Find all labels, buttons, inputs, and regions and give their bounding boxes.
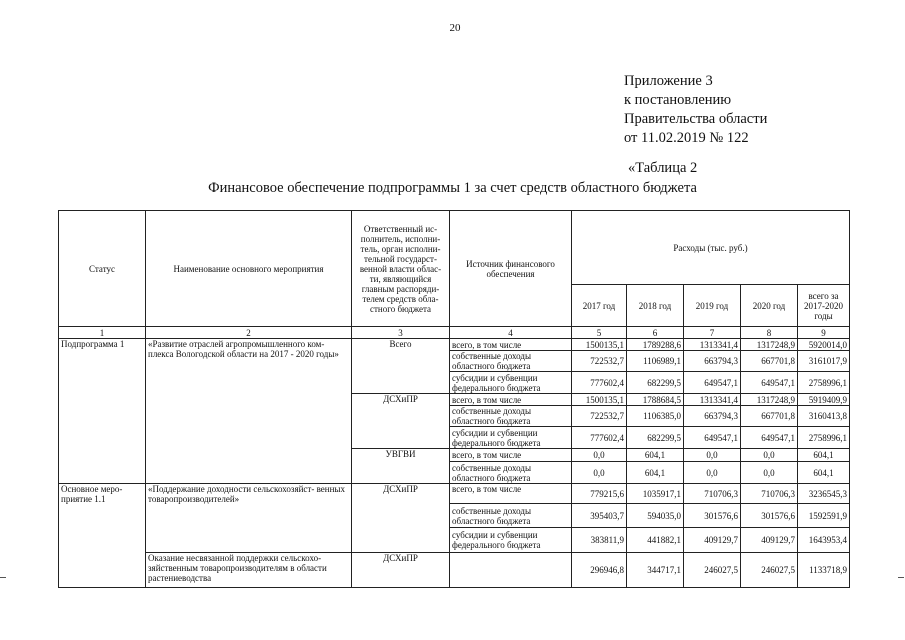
value-cell: 246027,5: [684, 553, 741, 588]
value-cell: 604,1: [798, 462, 850, 484]
value-cell: 409129,7: [684, 528, 741, 553]
appendix-line: к постановлению: [624, 92, 732, 108]
appendix-line: Приложение 3: [624, 73, 713, 89]
value-cell: 604,1: [627, 462, 684, 484]
table-row: [59, 553, 850, 588]
value-cell: 0,0: [741, 449, 798, 462]
value-cell: 1317248,9: [741, 394, 798, 406]
appendix-line: от 11.02.2019 № 122: [624, 130, 749, 146]
value-cell: 0,0: [684, 462, 741, 484]
source-cell: собственные доходы областного бюджета: [450, 504, 572, 528]
value-cell: 1643953,4: [798, 528, 850, 553]
value-cell: 604,1: [798, 449, 850, 462]
table-label: «Таблица 2: [628, 160, 698, 176]
appendix-block: [624, 72, 767, 148]
responsible-cell: ДСХиПР: [352, 553, 450, 588]
value-cell: 649547,1: [684, 427, 741, 449]
value-cell: 1500135,1: [572, 339, 627, 351]
table-row: [59, 339, 850, 351]
value-cell: 2758996,1: [798, 427, 850, 449]
responsible-cell: Всего: [352, 339, 450, 394]
value-cell: 1313341,4: [684, 339, 741, 351]
source-cell: субсидии и субвенции федерального бюджета: [450, 372, 572, 394]
page-number: 20: [449, 22, 461, 34]
value-cell: 301576,6: [684, 504, 741, 528]
header-year: 2017 год: [572, 285, 627, 327]
responsible-cell: ДСХиПР: [352, 394, 450, 449]
header-total: всего за 2017-2020 годы: [798, 285, 850, 327]
value-cell: 3160413,8: [798, 406, 850, 427]
page-edge-mark: [898, 577, 904, 578]
source-cell: субсидии и субвенции федерального бюджета: [450, 528, 572, 553]
measure-name-cell: «Развитие отраслей агропромышленного ком- плекса Вологодской области на 2017 - 2020 годы»: [146, 339, 352, 484]
value-cell: 663794,3: [684, 406, 741, 427]
header-responsible: Ответственный ис- полнитель, исполни- тель, орган исполни- тельной государст- венной власти облас- ти, являющийся главным распоряди- телем средств обла- стного бюджета: [352, 211, 450, 327]
responsible-cell: ДСХиПР: [352, 484, 450, 553]
financing-table: [58, 210, 850, 588]
header-source: Источник финансового обеспечения: [450, 211, 572, 327]
value-cell: 594035,0: [627, 504, 684, 528]
value-cell: 649547,1: [684, 372, 741, 394]
header-name: Наименование основного мероприятия: [146, 211, 352, 327]
value-cell: 667701,8: [741, 351, 798, 372]
value-cell: 1035917,1: [627, 484, 684, 504]
value-cell: 5920014,0: [798, 339, 850, 351]
header-year: 2018 год: [627, 285, 684, 327]
responsible-cell: УВГВИ: [352, 449, 450, 484]
appendix-line: Правительства области: [624, 111, 768, 127]
value-cell: 246027,5: [741, 553, 798, 588]
value-cell: 0,0: [684, 449, 741, 462]
value-cell: 0,0: [572, 449, 627, 462]
value-cell: 1500135,1: [572, 394, 627, 406]
header-status: Статус: [59, 211, 146, 327]
value-cell: 1788684,5: [627, 394, 684, 406]
col-number: 6: [627, 327, 684, 339]
column-number-row: [59, 327, 850, 339]
value-cell: 1106385,0: [627, 406, 684, 427]
value-cell: 1106989,1: [627, 351, 684, 372]
value-cell: 301576,6: [741, 504, 798, 528]
col-number: 3: [352, 327, 450, 339]
value-cell: 1313341,4: [684, 394, 741, 406]
measure-name-cell: «Поддержание доходности сельскохозяйст- венных товаропроизводителей»: [146, 484, 352, 553]
value-cell: 1592591,9: [798, 504, 850, 528]
status-cell: Подпрограмма 1: [59, 339, 146, 484]
value-cell: 2758996,1: [798, 372, 850, 394]
value-cell: 395403,7: [572, 504, 627, 528]
col-number: 2: [146, 327, 352, 339]
source-cell: субсидии и субвенции федерального бюджета: [450, 427, 572, 449]
value-cell: 667701,8: [741, 406, 798, 427]
source-cell: собственные доходы областного бюджета: [450, 351, 572, 372]
value-cell: 682299,5: [627, 372, 684, 394]
value-cell: 0,0: [741, 462, 798, 484]
status-cell: Основное меро- приятие 1.1: [59, 484, 146, 588]
document-title: Финансовое обеспечение подпрограммы 1 за счет средств областного бюджета: [208, 180, 697, 196]
value-cell: 1789288,6: [627, 339, 684, 351]
source-cell: [450, 553, 572, 588]
value-cell: 344717,1: [627, 553, 684, 588]
col-number: 7: [684, 327, 741, 339]
source-cell: собственные доходы областного бюджета: [450, 462, 572, 484]
header-year: 2020 год: [741, 285, 798, 327]
value-cell: 663794,3: [684, 351, 741, 372]
value-cell: 1317248,9: [741, 339, 798, 351]
value-cell: 722532,7: [572, 351, 627, 372]
value-cell: 0,0: [572, 462, 627, 484]
col-number: 5: [572, 327, 627, 339]
value-cell: 710706,3: [741, 484, 798, 504]
value-cell: 3236545,3: [798, 484, 850, 504]
value-cell: 779215,6: [572, 484, 627, 504]
value-cell: 5919409,9: [798, 394, 850, 406]
value-cell: 296946,8: [572, 553, 627, 588]
col-number: 1: [59, 327, 146, 339]
value-cell: 3161017,9: [798, 351, 850, 372]
source-cell: всего, в том числе: [450, 394, 572, 406]
value-cell: 722532,7: [572, 406, 627, 427]
measure-name-cell: Оказание несвязанной поддержки сельскохо- зяйственным товаропроизводителям в области растениеводства: [146, 553, 352, 588]
value-cell: 441882,1: [627, 528, 684, 553]
source-cell: всего, в том числе: [450, 449, 572, 462]
value-cell: 777602,4: [572, 372, 627, 394]
value-cell: 777602,4: [572, 427, 627, 449]
header-year: 2019 год: [684, 285, 741, 327]
value-cell: 649547,1: [741, 427, 798, 449]
value-cell: 682299,5: [627, 427, 684, 449]
value-cell: 710706,3: [684, 484, 741, 504]
page-edge-mark: [0, 577, 6, 578]
source-cell: всего, в том числе: [450, 339, 572, 351]
table-row: [59, 484, 850, 504]
source-cell: всего, в том числе: [450, 484, 572, 504]
value-cell: 409129,7: [741, 528, 798, 553]
value-cell: 649547,1: [741, 372, 798, 394]
source-cell: собственные доходы областного бюджета: [450, 406, 572, 427]
header-expenses: Расходы (тыс. руб.): [572, 211, 850, 285]
value-cell: 1133718,9: [798, 553, 850, 588]
col-number: 8: [741, 327, 798, 339]
col-number: 4: [450, 327, 572, 339]
value-cell: 383811,9: [572, 528, 627, 553]
value-cell: 604,1: [627, 449, 684, 462]
col-number: 9: [798, 327, 850, 339]
